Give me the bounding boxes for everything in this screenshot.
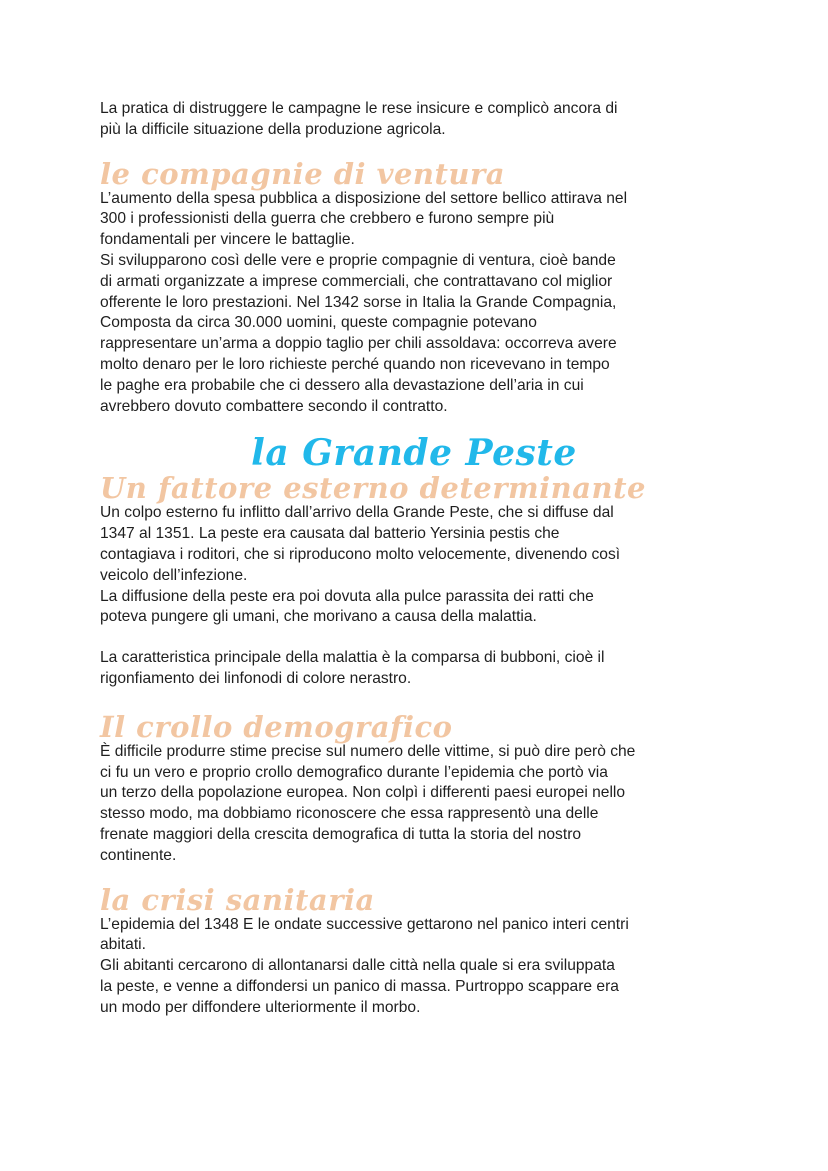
paragraph-bubboni: La caratteristica principale della malattia è la comparsa di bubboni, cioè il rigonfiamento dei linfonodi di colore nerastro. [100,649,605,687]
paragraph-crisi-sanitaria: L’epidemia del 1348 E le ondate successive gettarono nel panico interi centri abitati. Gli abitanti cercarono di allontanarsi dalle città nella quale si era sviluppata la peste, e venne a diffondersi un panico di massa. Purtroppo scappare era un modo per diffondere ulteriormente il morbo. [100,915,629,1016]
heading-fattore-esterno: Un fattore esterno determinante [100,471,646,506]
main-title: la Grande Peste [251,432,577,475]
paragraph-fattore-esterno: Un colpo esterno fu inflitto dall’arrivo della Grande Peste, che si diffuse dal 1347 al 1351. La peste era causata dal batterio Yersinia pestis che contagiava i roditori, che si riproducono molto velocemente, divenendo così veicolo dell’infezione. La diffusione della peste era poi dovuta alla pulce parassita dei ratti che poteva pungere gli umani, che morivano a causa della malattia. [100,504,621,626]
paragraph-compagnie-di-ventura: L’aumento della spesa pubblica a disposizione del settore bellico attirava nel 300 i professionisti della guerra che crebbero e furono sempre più fondamentali per vincere le battaglie. Si svilupparono così delle vere e proprie compagnie di ventura, cioè bande di armati organizzate a imprese commerciali, che contrattavano col miglior offerente le loro prestazioni. Nel 1342 sorse in Italia la Grande Compagnia, Composta da circa 30.000 uomini, queste compagnie potevano rappresentare un’arma a doppio taglio per chili assoldava: occorreva avere molto denaro per le loro richieste perché quando non ricevevano in tempo le paghe era probabile che ci dessero alla devastazione dell’aria in cui avrebbero dovuto combattere secondo il contratto. [100,189,628,415]
heading-crisi-sanitaria: la crisi sanitaria [100,882,375,917]
paragraph-crollo-demografico: È difficile produrre stime precise sul numero delle vittime, si può dire però che ci fu un vero e proprio crollo demografico durante l’epidemia che portò via un terzo della popolazione europea. Non colpì i differenti paesi europei nello stesso modo, ma dobbiamo riconoscere che essa rappresentò una delle frenate maggiori della crescita demografica di tutta la storia del nostro continente. [100,742,636,864]
intro-paragraph: La pratica di distruggere le campagne le rese insicure e complicò ancora di più la difficile situazione della produzione agricola. [100,100,618,138]
heading-compagnie-di-ventura: le compagnie di ventura [100,156,506,191]
heading-crollo-demografico: Il crollo demografico [100,709,453,744]
